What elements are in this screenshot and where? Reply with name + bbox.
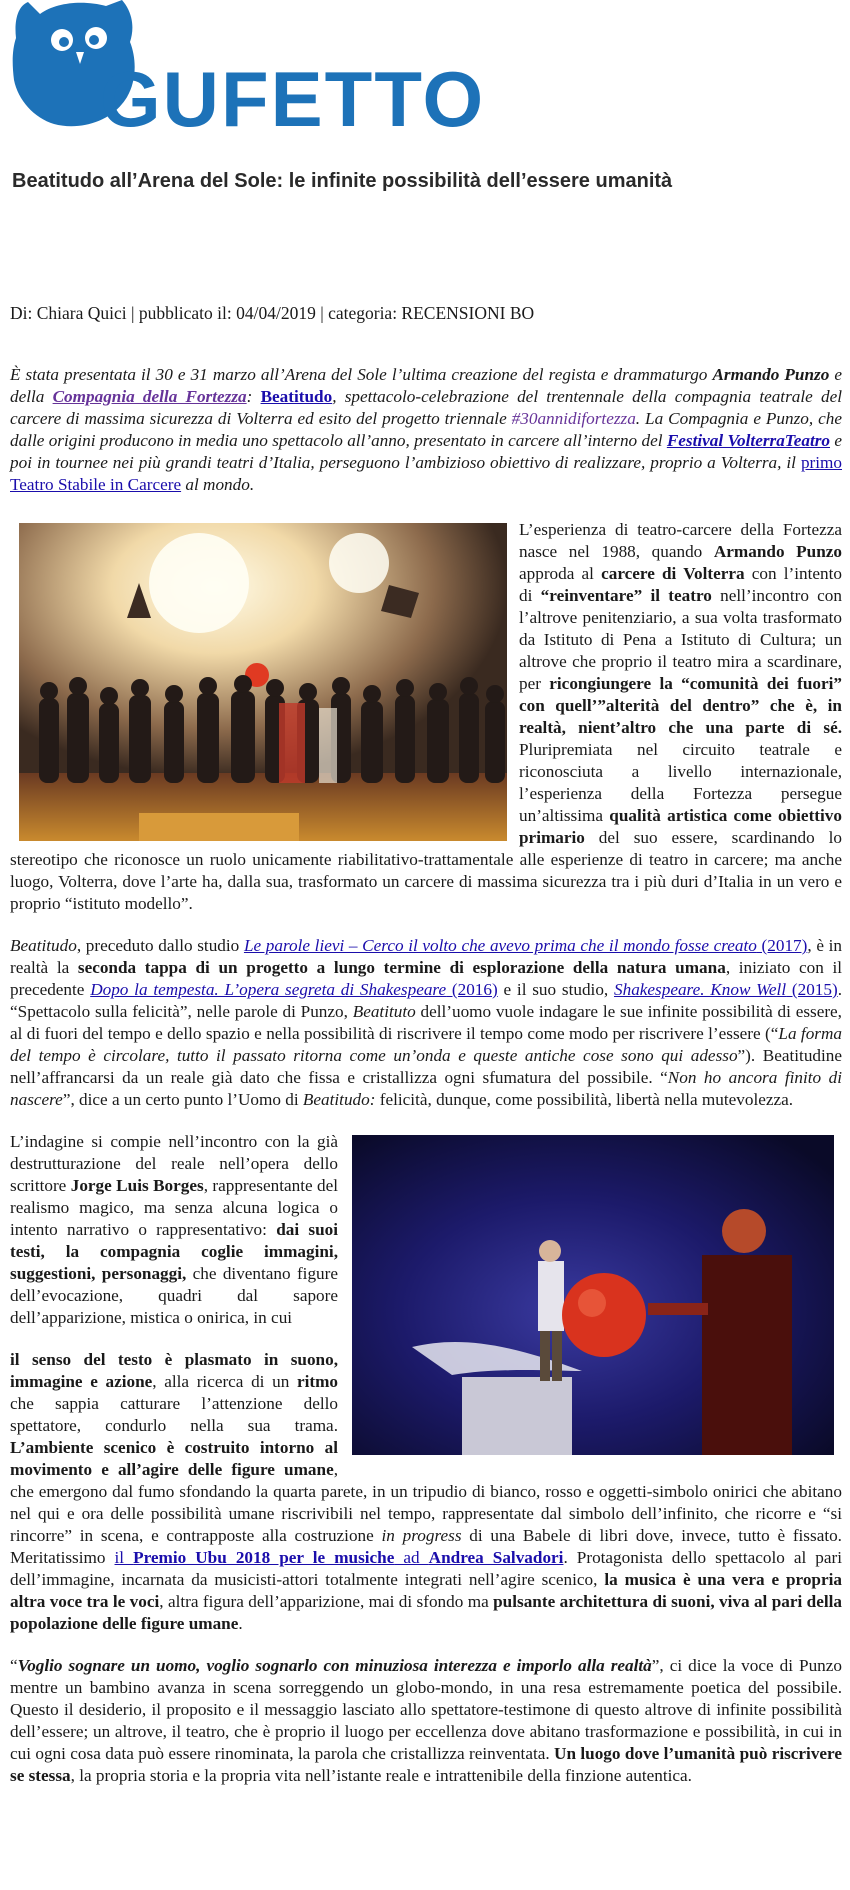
text: . xyxy=(238,1614,243,1633)
bold-text: Un luogo dove l’umanità può riscrivere se stessa xyxy=(10,1744,842,1785)
stage-photo-image xyxy=(352,1135,834,1455)
text: di una Babele di libri dove, invece, tutto è fissato. Meritatissimo xyxy=(10,1526,842,1567)
text: , alla ricerca di un xyxy=(152,1372,297,1391)
link-text: Andrea Salvadori xyxy=(428,1548,564,1567)
text: Pluripremiata nel circuito teatrale e riconosciuta a livello internazionale, l’esperienza della Fortezza persegue un’altissima xyxy=(519,740,842,825)
text: È stata presentata il 30 e 31 marzo all’Arena del Sole l’ultima creazione del regista e drammaturgo xyxy=(10,365,713,384)
bold-text: qualità artistica come obiettivo primario xyxy=(519,806,842,847)
text: , la propria storia e la propria vita nell’istante reale e intrattenibile della finzione autentica. xyxy=(70,1766,692,1785)
italic-text: Beatituto xyxy=(352,1002,416,1021)
text: dell’uomo vuole indagare le sue infinite possibilità di essere, al di fuori del tempo e dello spazio e nella possibilità di riscrivere il tempo come modo per riscrivere l’essere (“ xyxy=(10,1002,842,1043)
stage-photo-globe xyxy=(352,1135,834,1455)
text: al mondo. xyxy=(181,475,255,494)
bold-text: il senso del testo è plasmato in suono, immagine e azione xyxy=(10,1350,338,1391)
text: nell’incontro con l’altrove penitenziario, a sua volta trasformato da Istituto di Pena a Istituto di Cultura; un altrove che proprio il teatro mira a scardinare, per xyxy=(519,586,842,693)
text: , spettacolo-celebrazione del trentennale della compagnia teatrale del carcere di massima sicurezza di Volterra ed esito del progetto triennale xyxy=(10,387,842,428)
text: , preceduto dallo studio xyxy=(76,936,244,955)
paragraph-borges xyxy=(10,1131,842,1635)
link-text: ad xyxy=(394,1548,429,1567)
link-year: (2017) xyxy=(756,936,808,955)
text: e poi in tournee nei più grandi teatri d’Italia, perseguono l’ambizioso obiettivo di realizzare, proprio a Volterra, il xyxy=(10,431,842,472)
article-meta: Di: Chiara Quici | pubblicato il: 04/04/2019 | categoria: RECENSIONI BO xyxy=(10,303,535,323)
text: , iniziato con il precedente xyxy=(10,958,842,999)
link-compagnia-fortezza[interactable]: Compagnia della Fortezza xyxy=(52,387,247,406)
bold-text: ricongiungere la “comunità dei fuori” con quell’”alterità del dentro” che è, in realtà, nient’altro che una parte di sé. xyxy=(519,674,842,737)
intro-paragraph xyxy=(10,364,842,496)
text: ”, dice a un certo punto l’Uomo di xyxy=(62,1090,303,1109)
bold-text: seconda tappa di un progetto a lungo termine di esplorazione della natura umana xyxy=(77,958,726,977)
paragraph-fortezza xyxy=(10,519,842,915)
link-le-parole-lievi[interactable] xyxy=(244,936,807,955)
link-year: (2016) xyxy=(446,980,498,999)
link-festival-volterrateatro[interactable]: Festival VolterraTeatro xyxy=(666,431,831,450)
italic-text: Beatitudo: xyxy=(302,1090,376,1109)
hashtag-link[interactable]: #30annidifortezza xyxy=(511,409,636,428)
owl-logo-icon xyxy=(10,0,480,132)
italic-text: Non ho ancora finito di nascere xyxy=(10,1068,842,1109)
bold-text: ritmo xyxy=(296,1372,338,1391)
link-text: Premio Ubu 2018 per le musiche xyxy=(133,1548,395,1567)
link-title: Le parole lievi – Cerco il volto che avevo prima che il mondo fosse creato xyxy=(243,936,757,955)
bold-text: L’ambiente scenico è costruito intorno al movimento e all’agire delle figure umane xyxy=(10,1438,338,1479)
bold-text: Armando Punzo xyxy=(712,365,830,384)
text: . “Spettacolo sulla felicità”, nelle parole di Punzo, xyxy=(10,980,843,1021)
bold-text: Jorge Luis Borges xyxy=(70,1176,204,1195)
link-beatitudo[interactable]: Beatitudo xyxy=(260,387,333,406)
bold-text: dai suoi testi, la compagnia coglie immagini, suggestioni, personaggi, xyxy=(10,1220,339,1283)
italic-text: Beatitudo xyxy=(10,936,77,955)
link-teatro-stabile[interactable]: primo Teatro Stabile in Carcere xyxy=(10,453,842,494)
text: che diventano figure dell’evocazione, quadri dal sapore dell’apparizione, mistica o onirica, in cui xyxy=(10,1264,338,1327)
text: , che emergono dal fumo sfondando la quarta parete, in un tripudio di bianco, rosso e oggetti-simbolo onirici che abitano nel qui e ora delle possibilità umane riscrivibili nel tempo, rappresentate dal simbolo dell’infinito, che ricorre e “si rincorre” in scena, e contrapposte alla costruzione xyxy=(10,1460,842,1545)
text: . La Compagnia e Punzo, che dalle origini producono in media uno spettacolo all’anno, presentato in carcere all’interno del xyxy=(10,409,842,450)
bold-text: carcere di Volterra xyxy=(601,564,745,583)
text: ”, ci dice la voce di Punzo mentre un bambino avanza in scena sorreggendo un globo-mondo, in una resa estremamente poetica del possibile. Questo il desiderio, il proposito e il messaggio lasciato allo spettatore-testimone di questo altrove di infinite possibilità dell’essere; un altrove, il teatro, che è proprio il luogo per eccellenza dove abitano trasformazione e possibilità, in cui in cui ogni cosa data può essere rinominata, la parola che cristallizza reinventata. xyxy=(10,1656,842,1763)
paragraph-beatitudo xyxy=(10,935,842,1111)
text: e il suo studio, xyxy=(497,980,614,999)
link-premio-ubu[interactable] xyxy=(115,1548,564,1567)
text: ”). Beatitudine nell’affrancarsi da un reale già dato che fissa e cristallizza ogni sfumatura del possibile. “ xyxy=(10,1046,842,1087)
stage-photo-image xyxy=(19,523,507,841)
text: con l’intento di xyxy=(519,564,842,605)
link-text: il xyxy=(114,1548,134,1567)
text: che sappia catturare l’attenzione dello spettatore, condurlo nella sua trama. xyxy=(10,1394,338,1435)
text: approda al xyxy=(519,564,602,583)
text: L’indagine si compie nell’incontro con la già destrutturazione del reale nell’opera dello scrittore xyxy=(10,1132,338,1195)
text: : xyxy=(246,387,261,406)
bold-text: la musica è una vera e propria altra voce tra le voci xyxy=(10,1570,842,1611)
text: , altra figura dell’apparizione, mai di sfondo ma xyxy=(159,1592,494,1611)
link-year: (2015) xyxy=(786,980,838,999)
stage-photo-crowd xyxy=(19,523,507,841)
text: del suo essere, scardinando lo stereotipo che riconosce un ruolo unicamente riabilitativo-trattamentale alle esperienze di teatro in carcere; ma anche luogo, Volterra, dove l’arte ha, dalla sua, trasformato un carcere di massima sicurezza tra i più duri d’Italia in un vero e proprio “istituto modello”. xyxy=(10,828,842,913)
link-title: Shakespeare. Know Well xyxy=(614,980,787,999)
italic-text: in progress xyxy=(381,1526,462,1545)
text: felicità, dunque, come possibilità, libertà nella mutevolezza. xyxy=(375,1090,794,1109)
text: , rappresentante del realismo magico, ma senza alcuna logica o intento narrativo o rappresentativo: xyxy=(10,1176,339,1239)
text: . Protagonista dello spettacolo al pari dell’immagine, incarnata da musicisti-attori totalmente integrati nell’agire scenico, xyxy=(10,1548,843,1589)
article-body xyxy=(10,364,842,1807)
site-logo[interactable] xyxy=(10,0,480,132)
bold-italic-quote: Voglio sognare un uomo, voglio sognarlo con minuziosa interezza e imporlo alla realtà xyxy=(17,1656,652,1675)
paragraph-closing xyxy=(10,1655,842,1787)
text: “ xyxy=(10,1656,18,1675)
bold-text: “reinventare” il teatro xyxy=(540,586,712,605)
italic-text: La forma del tempo è circolare, tutto il passato ritorna come un’onda e queste antiche cose sono qui adesso xyxy=(10,1024,842,1065)
bold-text: Armando Punzo xyxy=(713,542,842,561)
text: , è in realtà la xyxy=(10,936,842,977)
link-title: Dopo la tempesta. L’opera segreta di Shakespeare xyxy=(90,980,447,999)
text: e della xyxy=(10,365,842,406)
bold-text: pulsante architettura di suoni, viva al pari della popolazione delle figure umane xyxy=(10,1592,842,1633)
link-shakespeare-know-well[interactable] xyxy=(614,980,838,999)
article-title: Beatitudo all’Arena del Sole: le infinite possibilità dell’essere umanità xyxy=(12,170,673,192)
text: L’esperienza di teatro-carcere della Fortezza nasce nel 1988, quando xyxy=(519,520,842,561)
link-dopo-la-tempesta[interactable] xyxy=(90,980,498,999)
logo-wordmark: GUFETTO xyxy=(100,55,480,132)
